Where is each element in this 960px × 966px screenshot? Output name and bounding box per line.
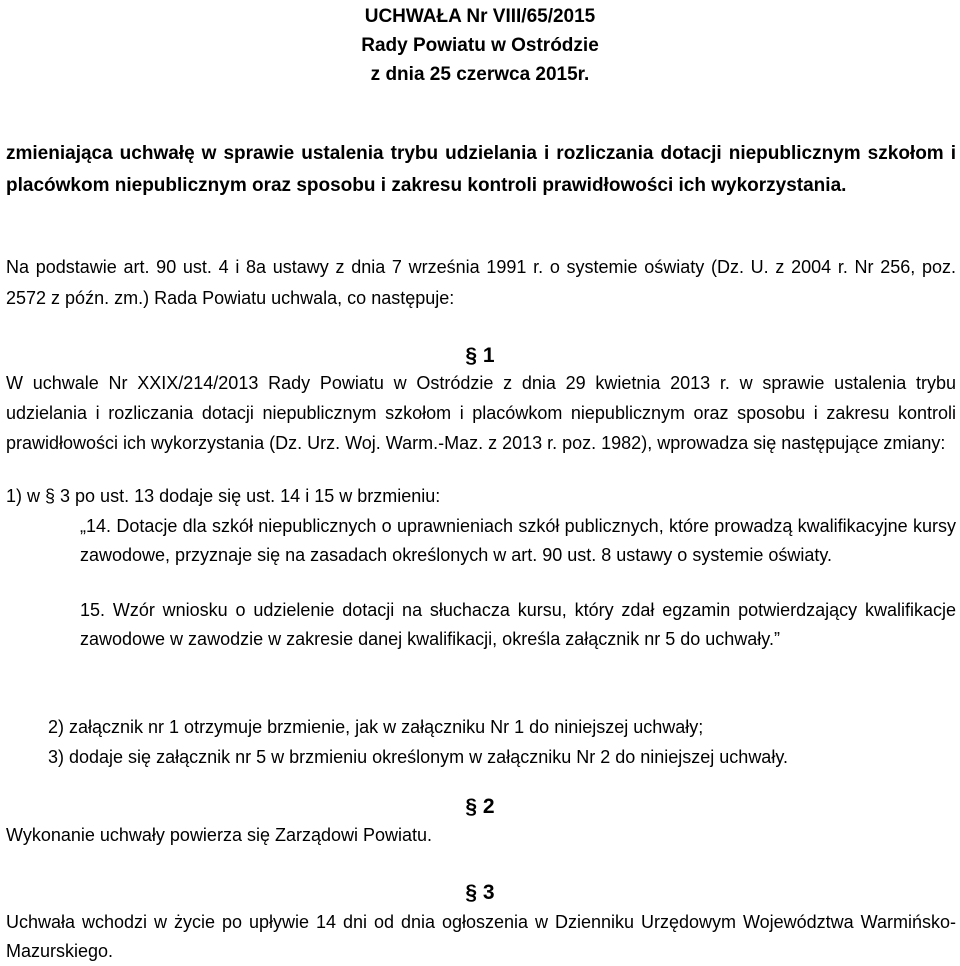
section-3-mark: § 3: [465, 881, 495, 904]
resolution-subject: zmieniająca uchwałę w sprawie ustalenia trybu udzielania i rozliczania dotacji niepublicznym szkołom i placówkom niepublicznym oraz sposobu i zakresu kontroli prawidłowości ich wykorzystania.: [6, 143, 956, 196]
preamble: Na podstawie art. 90 ust. 4 i 8a ustawy z dnia 7 września 1991 r. o systemie oświaty (Dz. U. z 2004 r. Nr 256, poz. 2572 z późn. zm.) Rada Powiatu uchwala, co następuje:: [6, 257, 956, 308]
amendment-item-2: 2) załącznik nr 1 otrzymuje brzmienie, jak w załączniku Nr 1 do niniejszej uchwały;: [48, 717, 704, 737]
section-2-mark: § 2: [465, 795, 495, 818]
quoted-paragraph-14: „14. Dotacje dla szkół niepublicznych o uprawnieniach szkół publicznych, które prowadzą kwalifikacyjne kursy zawodowe, przyznaje się na zasadach określonych w art. 90 ust. 8 ustawy o systemie oświaty.: [80, 516, 956, 565]
amendment-item-1: 1) w § 3 po ust. 13 dodaje się ust. 14 i 15 w brzmieniu:: [6, 486, 441, 506]
resolution-issuer: Rady Powiatu w Ostródzie: [361, 35, 599, 56]
resolution-date: z dnia 25 czerwca 2015r.: [370, 64, 590, 85]
section-3-text: Uchwała wchodzi w życie po upływie 14 dni od dnia ogłoszenia w Dzienniku Urzędowym Województwa Warmińsko-Mazurskiego.: [6, 912, 956, 961]
section-1-intro: W uchwale Nr XXIX/214/2013 Rady Powiatu w Ostródzie z dnia 29 kwietnia 2013 r. w sprawie ustalenia trybu udzielania i rozliczania dotacji niepublicznym szkołom i placówkom niepublicznym oraz sposobu i zakresu kontroli prawidłowości ich wykorzystania (Dz. Urz. Woj. Warm.-Maz. z 2013 r. poz. 1982), wprowadza się następujące zmiany:: [6, 373, 956, 453]
section-1-mark: § 1: [465, 344, 495, 367]
amendment-item-3: 3) dodaje się załącznik nr 5 w brzmieniu określonym w załączniku Nr 2 do niniejszej uchwały.: [48, 747, 788, 767]
resolution-title: UCHWAŁA Nr VIII/65/2015: [364, 6, 596, 27]
quoted-paragraph-15: 15. Wzór wniosku o udzielenie dotacji na słuchacza kursu, który zdał egzamin potwierdzający kwalifikacje zawodowe w zawodzie w zakresie danej kwalifikacji, określa załącznik nr 5 do uchwały.”: [80, 600, 956, 649]
section-2-text: Wykonanie uchwały powierza się Zarządowi Powiatu.: [6, 825, 433, 845]
document-header: [0, 0, 960, 89]
